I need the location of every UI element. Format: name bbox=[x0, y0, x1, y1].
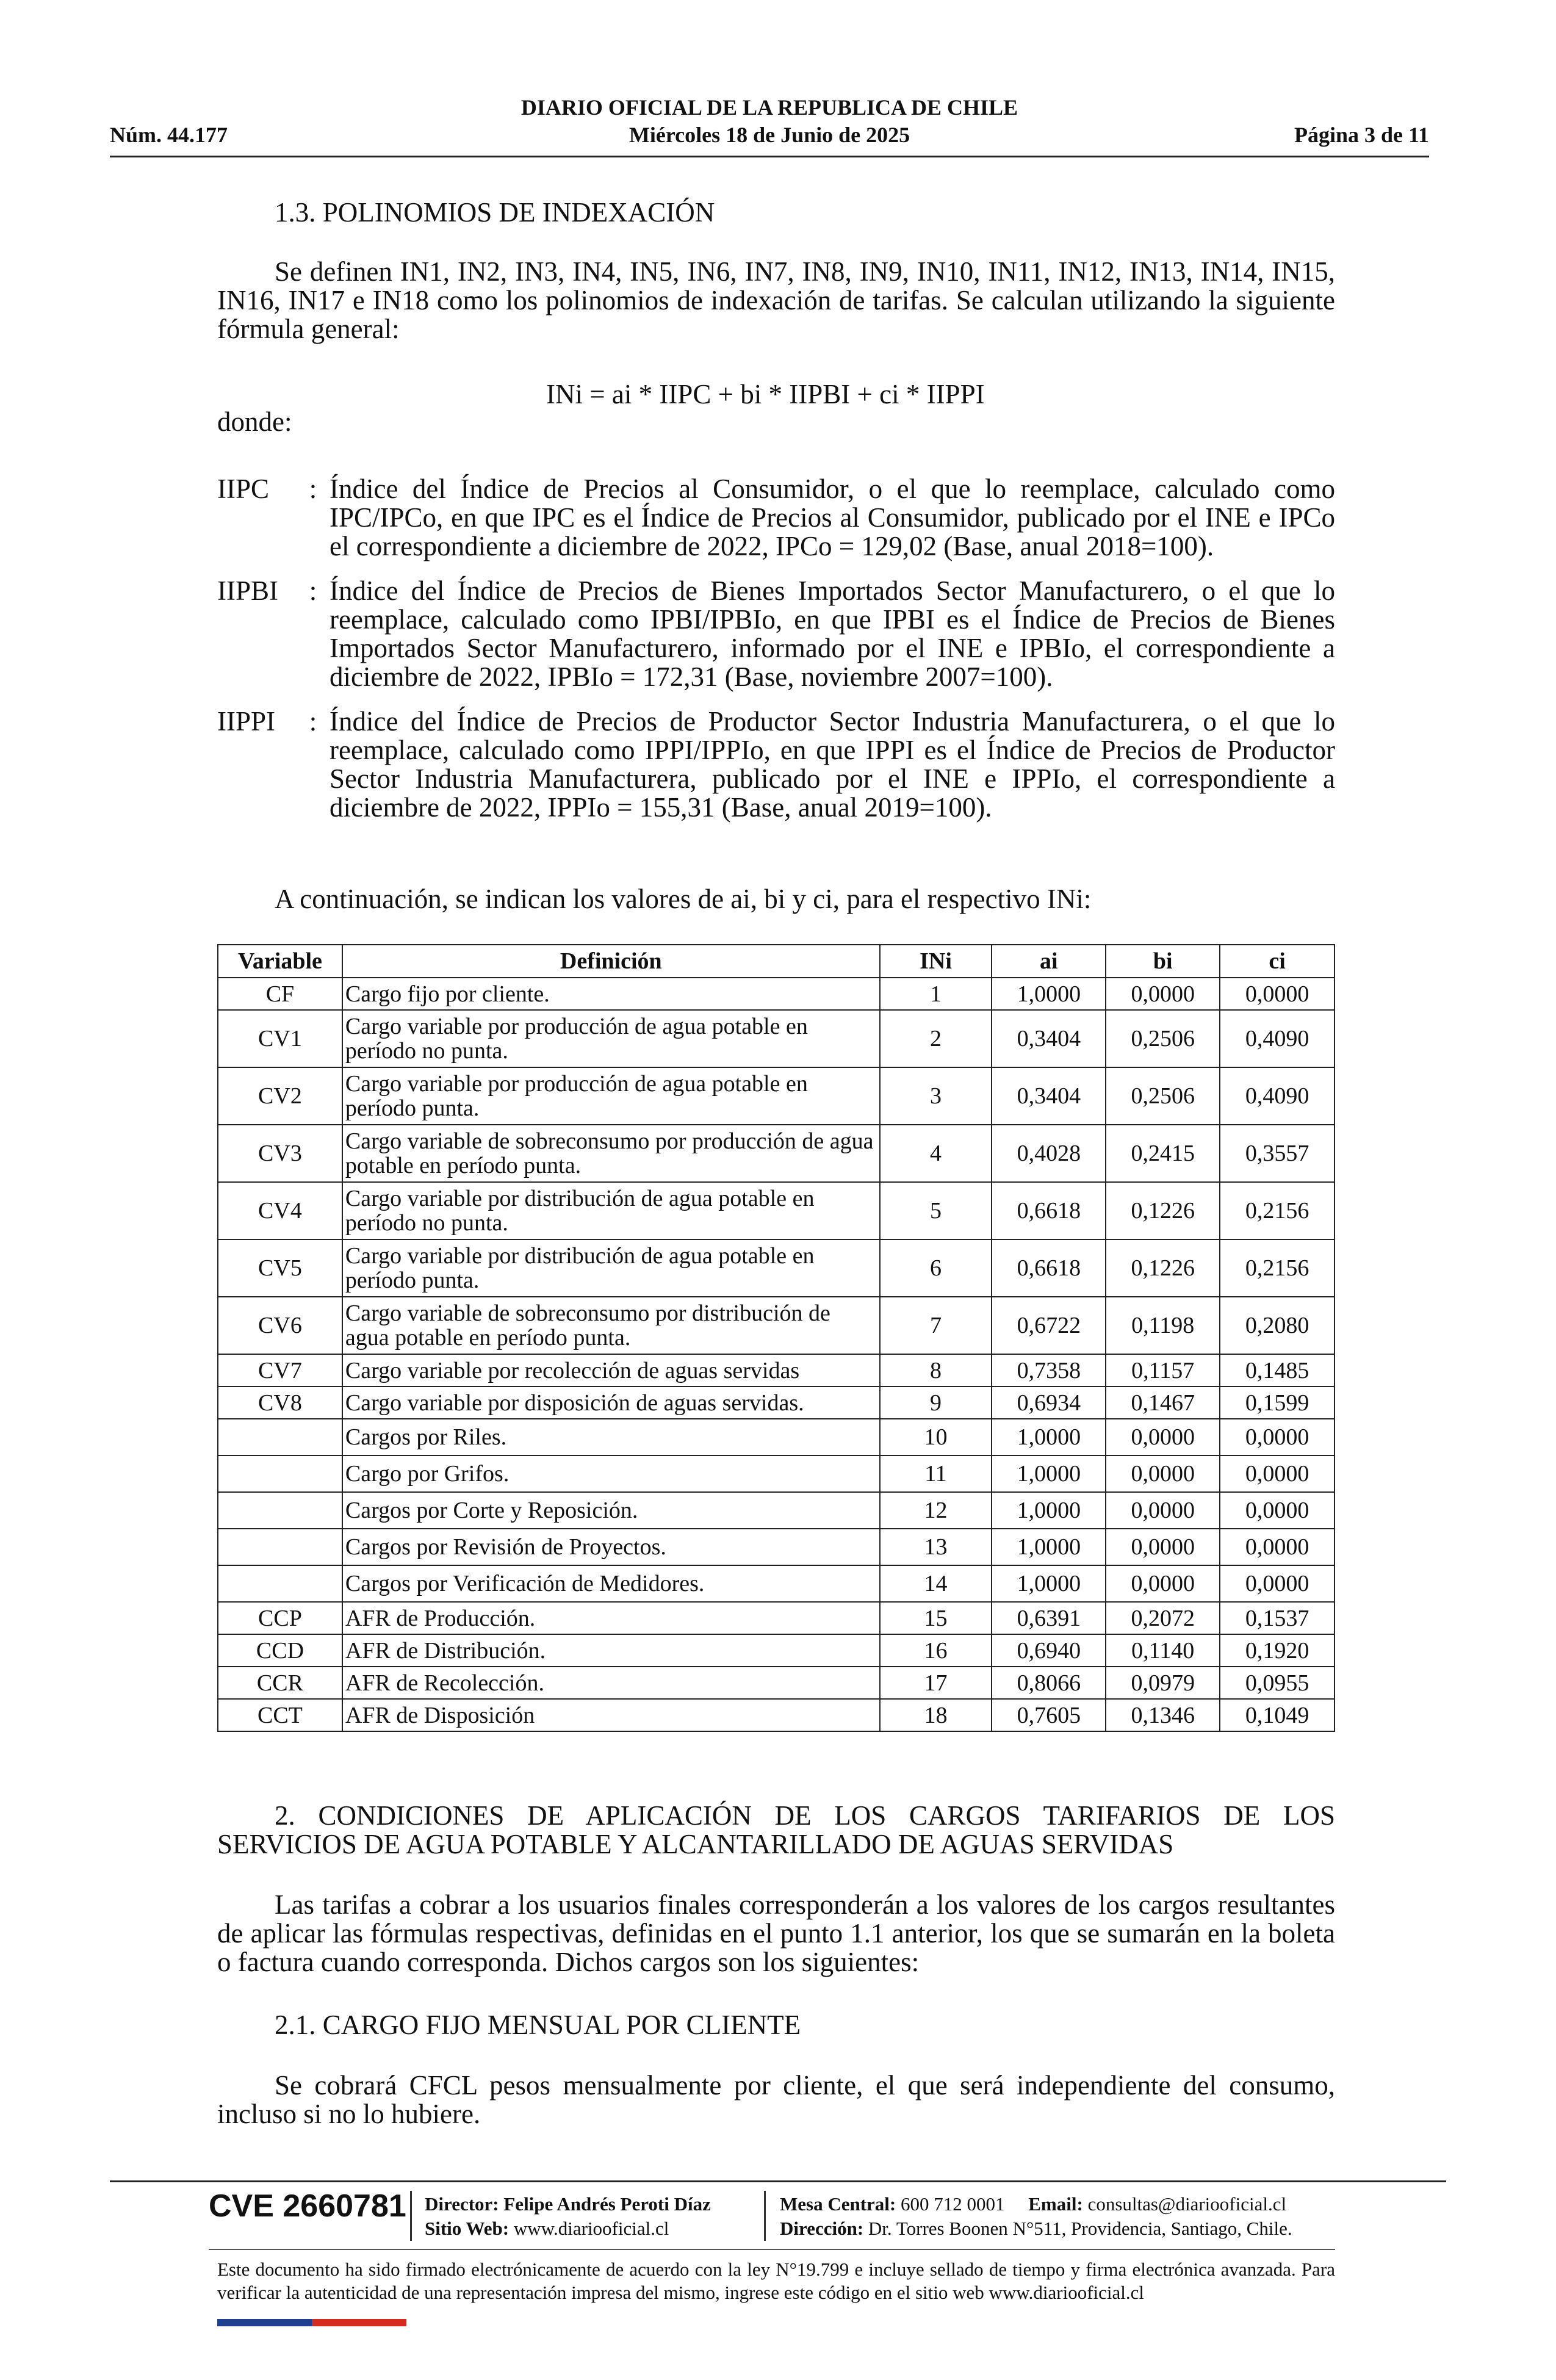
definition-colon: : bbox=[309, 706, 317, 737]
ini-cell: 1 bbox=[880, 978, 992, 1010]
ci-cell: 0,1599 bbox=[1220, 1387, 1334, 1419]
footer-separator bbox=[764, 2191, 766, 2241]
cve-code: CVE 2660781 bbox=[209, 2188, 406, 2224]
page-number: Página 3 de 11 bbox=[1294, 123, 1429, 147]
definition-iipc bbox=[217, 475, 1335, 561]
variable-cell: CF bbox=[218, 978, 342, 1010]
definition-term: IIPC bbox=[217, 474, 270, 504]
variable-cell: CV2 bbox=[218, 1067, 342, 1125]
section-2-heading: 2. CONDICIONES DE APLICACIÓN DE LOS CARGOS TARIFARIOS DE LOS SERVICIOS DE AGUA POTABLE Y ALCANTARILLADO DE AGUAS SERVIDAS bbox=[217, 1800, 1335, 1859]
section-2-body bbox=[217, 1891, 1335, 1977]
ci-cell: 0,0000 bbox=[1220, 1492, 1334, 1529]
section-2-paragraph: Las tarifas a cobrar a los usuarios finales corresponderán a los valores de los cargos resultantes de aplicar las fórmulas respectivas, definidas en el punto 1.1 anterior, los que se sumarán en la boleta o factura cuando corresponda. Dichos cargos son los siguientes: bbox=[217, 1889, 1335, 1977]
variable-cell: CV6 bbox=[218, 1297, 342, 1354]
table-row bbox=[218, 1419, 1334, 1455]
bi-cell: 0,1467 bbox=[1106, 1387, 1220, 1419]
flag-stripe-segment bbox=[312, 2319, 406, 2326]
definition-cell: Cargo variable de sobreconsumo por distribución de agua potable en período punta. bbox=[342, 1297, 880, 1354]
definition-term: IIPBI bbox=[217, 575, 278, 606]
ai-cell: 1,0000 bbox=[992, 1455, 1106, 1492]
web-label: Sitio Web: bbox=[425, 2218, 510, 2239]
bi-cell: 0,0000 bbox=[1106, 1529, 1220, 1565]
variable-cell: CV7 bbox=[218, 1354, 342, 1387]
column-header: ai bbox=[992, 945, 1106, 978]
variable-cell bbox=[218, 1419, 342, 1455]
column-header: bi bbox=[1106, 945, 1220, 978]
definition-cell: Cargo variable de sobreconsumo por producción de agua potable en período punta. bbox=[342, 1125, 880, 1182]
ai-cell: 0,6391 bbox=[992, 1602, 1106, 1634]
bi-cell: 0,1346 bbox=[1106, 1699, 1220, 1731]
mesa-phone: 600 712 0001 bbox=[901, 2193, 1005, 2215]
issue-number: Núm. 44.177 bbox=[110, 123, 228, 147]
table-row bbox=[218, 1182, 1334, 1239]
definition-text: Índice del Índice de Precios de Productor Sector Industria Manufacturera, o el que lo reemplace, calculado como IPPI/IPPIo, en que IPPI es el Índice de Precios de Productor Sector Industria Manufacturera, publicado por el INE e IPPIo, el correspondiente a diciembre de 2022, IPPIo = 155,31 (Base, anual 2019=100). bbox=[330, 706, 1335, 823]
table-intro: A continuación, se indican los valores de ai, bi y ci, para el respectivo INi: bbox=[275, 884, 1092, 914]
footer-divider-secondary bbox=[209, 2249, 1335, 2250]
ai-cell: 0,7605 bbox=[992, 1699, 1106, 1731]
definitions-list bbox=[217, 475, 1335, 838]
ci-cell: 0,2156 bbox=[1220, 1239, 1334, 1297]
address-text: Dr. Torres Boonen N°511, Providencia, Santiago, Chile. bbox=[868, 2218, 1292, 2239]
definition-cell: Cargos por Verificación de Medidores. bbox=[342, 1565, 880, 1602]
indexation-formula: INi = ai * IIPC + bi * IIPBI + ci * IIPPI bbox=[546, 379, 985, 409]
definition-cell: Cargo variable por producción de agua potable en período no punta. bbox=[342, 1010, 880, 1067]
table-row bbox=[218, 1010, 1334, 1067]
ai-cell: 1,0000 bbox=[992, 1565, 1106, 1602]
bi-cell: 0,1198 bbox=[1106, 1297, 1220, 1354]
definition-cell: Cargo por Grifos. bbox=[342, 1455, 880, 1492]
ai-cell: 0,3404 bbox=[992, 1010, 1106, 1067]
footer-director-block bbox=[425, 2192, 711, 2241]
definition-term: IIPPI bbox=[217, 706, 276, 737]
mesa-label: Mesa Central: bbox=[780, 2193, 896, 2215]
ai-cell: 1,0000 bbox=[992, 1529, 1106, 1565]
footer-divider bbox=[110, 2180, 1446, 2182]
ini-cell: 14 bbox=[880, 1565, 992, 1602]
footer-separator bbox=[410, 2191, 412, 2241]
email-label: Email: bbox=[1028, 2193, 1083, 2215]
page-header bbox=[110, 95, 1429, 156]
variable-cell bbox=[218, 1455, 342, 1492]
table-row bbox=[218, 1699, 1334, 1731]
definition-colon: : bbox=[309, 575, 317, 606]
ci-cell: 0,0000 bbox=[1220, 1419, 1334, 1455]
ini-cell: 4 bbox=[880, 1125, 992, 1182]
table-header-row bbox=[218, 945, 1334, 978]
ai-cell: 0,6618 bbox=[992, 1239, 1106, 1297]
flag-stripe-segment bbox=[217, 2319, 312, 2326]
variable-cell: CCT bbox=[218, 1699, 342, 1731]
table-row bbox=[218, 1239, 1334, 1297]
variable-cell: CCR bbox=[218, 1667, 342, 1699]
ci-cell: 0,2156 bbox=[1220, 1182, 1334, 1239]
definition-cell: Cargos por Revisión de Proyectos. bbox=[342, 1529, 880, 1565]
ai-cell: 0,8066 bbox=[992, 1667, 1106, 1699]
bi-cell: 0,0000 bbox=[1106, 1492, 1220, 1529]
publication-date: Miércoles 18 de Junio de 2025 bbox=[629, 123, 910, 147]
variable-cell bbox=[218, 1565, 342, 1602]
director-label: Director: bbox=[425, 2193, 499, 2215]
variable-cell: CV8 bbox=[218, 1387, 342, 1419]
ci-cell: 0,4090 bbox=[1220, 1010, 1334, 1067]
ini-cell: 5 bbox=[880, 1182, 992, 1239]
ci-cell: 0,1485 bbox=[1220, 1354, 1334, 1387]
table-row bbox=[218, 1492, 1334, 1529]
publication-title: DIARIO OFICIAL DE LA REPUBLICA DE CHILE bbox=[520, 95, 1018, 120]
ai-cell: 0,6722 bbox=[992, 1297, 1106, 1354]
ini-cell: 8 bbox=[880, 1354, 992, 1387]
signature-note: Este documento ha sido firmado electrónicamente de acuerdo con la ley N°19.799 e incluye sellado de tiempo y firma electrónica avanzada. Para verificar la autenticidad de una representación impresa del mismo, ingrese este código en el sitio web www.diariooficial.cl bbox=[217, 2259, 1335, 2303]
table-row bbox=[218, 1529, 1334, 1565]
table-row bbox=[218, 1634, 1334, 1667]
bi-cell: 0,2072 bbox=[1106, 1602, 1220, 1634]
ai-cell: 0,6934 bbox=[992, 1387, 1106, 1419]
section-2-1-paragraph: Se cobrará CFCL pesos mensualmente por cliente, el que será independiente del consumo, incluso si no lo hubiere. bbox=[217, 2070, 1335, 2129]
address-label: Dirección: bbox=[780, 2218, 864, 2239]
variable-cell: CV3 bbox=[218, 1125, 342, 1182]
definition-cell: AFR de Distribución. bbox=[342, 1634, 880, 1667]
ai-cell: 0,4028 bbox=[992, 1125, 1106, 1182]
table-row bbox=[218, 1354, 1334, 1387]
section-1-3-intro bbox=[217, 258, 1335, 344]
bi-cell: 0,1226 bbox=[1106, 1239, 1220, 1297]
ai-cell: 0,6940 bbox=[992, 1634, 1106, 1667]
section-1-3-heading: 1.3. POLINOMIOS DE INDEXACIÓN bbox=[275, 197, 715, 228]
column-header: Variable bbox=[218, 945, 342, 978]
definition-text: Índice del Índice de Precios al Consumidor, o el que lo reemplace, calculado como IPC/IPCo, en que IPC es el Índice de Precios al Consumidor, publicado por el INE e IPCo el correspondiente a diciembre de 2022, IPCo = 129,02 (Base, anual 2018=100). bbox=[330, 474, 1335, 561]
bi-cell: 0,1157 bbox=[1106, 1354, 1220, 1387]
table-row bbox=[218, 1067, 1334, 1125]
bi-cell: 0,2506 bbox=[1106, 1067, 1220, 1125]
table-row bbox=[218, 1455, 1334, 1492]
variable-cell: CV5 bbox=[218, 1239, 342, 1297]
bi-cell: 0,0979 bbox=[1106, 1667, 1220, 1699]
ai-cell: 0,6618 bbox=[992, 1182, 1106, 1239]
bi-cell: 0,1226 bbox=[1106, 1182, 1220, 1239]
definition-text: Índice del Índice de Precios de Bienes Importados Sector Manufacturero, o el que lo reemplace, calculado como IPBI/IPBIo, en que IPBI es el Índice de Precios de Bienes Importados Sector Manufacturero, informado por el INE e IPBIo, el correspondiente a diciembre de 2022, IPBIo = 172,31 (Base, noviembre 2007=100). bbox=[330, 575, 1335, 692]
bi-cell: 0,0000 bbox=[1106, 978, 1220, 1010]
coefficients-table bbox=[217, 944, 1335, 1732]
variable-cell bbox=[218, 1492, 342, 1529]
email-link[interactable]: consultas@diariooficial.cl bbox=[1087, 2193, 1287, 2215]
donde-label: donde: bbox=[217, 406, 292, 437]
ini-cell: 3 bbox=[880, 1067, 992, 1125]
definition-iippi bbox=[217, 707, 1335, 822]
column-header: INi bbox=[880, 945, 992, 978]
variable-cell: CCD bbox=[218, 1634, 342, 1667]
definition-cell: AFR de Recolección. bbox=[342, 1667, 880, 1699]
ini-cell: 15 bbox=[880, 1602, 992, 1634]
definition-cell: Cargos por Corte y Reposición. bbox=[342, 1492, 880, 1529]
section-2-1-body bbox=[217, 2071, 1335, 2129]
variable-cell bbox=[218, 1529, 342, 1565]
ai-cell: 0,3404 bbox=[992, 1067, 1106, 1125]
bi-cell: 0,0000 bbox=[1106, 1419, 1220, 1455]
ai-cell: 0,7358 bbox=[992, 1354, 1106, 1387]
ini-cell: 6 bbox=[880, 1239, 992, 1297]
table-row bbox=[218, 1297, 1334, 1354]
ini-cell: 16 bbox=[880, 1634, 992, 1667]
ai-cell: 1,0000 bbox=[992, 1419, 1106, 1455]
ci-cell: 0,0000 bbox=[1220, 1529, 1334, 1565]
ai-cell: 1,0000 bbox=[992, 978, 1106, 1010]
ci-cell: 0,1049 bbox=[1220, 1699, 1334, 1731]
definition-cell: Cargo variable por distribución de agua potable en período punta. bbox=[342, 1239, 880, 1297]
section-2-1-heading: 2.1. CARGO FIJO MENSUAL POR CLIENTE bbox=[275, 2010, 801, 2040]
definition-cell: Cargo variable por disposición de aguas servidas. bbox=[342, 1387, 880, 1419]
ci-cell: 0,0000 bbox=[1220, 1565, 1334, 1602]
column-header: Definición bbox=[342, 945, 880, 978]
definition-cell: Cargo variable por producción de agua potable en período punta. bbox=[342, 1067, 880, 1125]
ini-cell: 17 bbox=[880, 1667, 992, 1699]
variable-cell: CV4 bbox=[218, 1182, 342, 1239]
intro-paragraph: Se definen IN1, IN2, IN3, IN4, IN5, IN6, IN7, IN8, IN9, IN10, IN11, IN12, IN13, IN14, IN15, IN16, IN17 e IN18 como los polinomios de indexación de tarifas. Se calculan utilizando la siguiente fórmula general: bbox=[217, 256, 1335, 344]
table-row bbox=[218, 1125, 1334, 1182]
variable-cell: CCP bbox=[218, 1602, 342, 1634]
ci-cell: 0,1537 bbox=[1220, 1602, 1334, 1634]
definition-cell: Cargo variable por recolección de aguas servidas bbox=[342, 1354, 880, 1387]
ai-cell: 1,0000 bbox=[992, 1492, 1106, 1529]
definition-cell: Cargos por Riles. bbox=[342, 1419, 880, 1455]
definition-iipbi bbox=[217, 577, 1335, 691]
table-row bbox=[218, 1602, 1334, 1634]
table-row bbox=[218, 1667, 1334, 1699]
section-2-heading-block bbox=[217, 1801, 1335, 1859]
ini-cell: 11 bbox=[880, 1455, 992, 1492]
table-row bbox=[218, 978, 1334, 1010]
bi-cell: 0,0000 bbox=[1106, 1455, 1220, 1492]
table-row bbox=[218, 1565, 1334, 1602]
definition-cell: AFR de Disposición bbox=[342, 1699, 880, 1731]
footer-contact-block bbox=[780, 2192, 1292, 2241]
definition-colon: : bbox=[309, 474, 317, 504]
ci-cell: 0,2080 bbox=[1220, 1297, 1334, 1354]
ci-cell: 0,1920 bbox=[1220, 1634, 1334, 1667]
ci-cell: 0,3557 bbox=[1220, 1125, 1334, 1182]
variable-cell: CV1 bbox=[218, 1010, 342, 1067]
ini-cell: 2 bbox=[880, 1010, 992, 1067]
bi-cell: 0,0000 bbox=[1106, 1565, 1220, 1602]
ci-cell: 0,4090 bbox=[1220, 1067, 1334, 1125]
bi-cell: 0,2506 bbox=[1106, 1010, 1220, 1067]
ini-cell: 7 bbox=[880, 1297, 992, 1354]
ci-cell: 0,0000 bbox=[1220, 1455, 1334, 1492]
bi-cell: 0,2415 bbox=[1106, 1125, 1220, 1182]
column-header: ci bbox=[1220, 945, 1334, 978]
table-row bbox=[218, 1387, 1334, 1419]
bi-cell: 0,1140 bbox=[1106, 1634, 1220, 1667]
director-name: Felipe Andrés Peroti Díaz bbox=[503, 2193, 711, 2215]
definition-cell: Cargo variable por distribución de agua potable en período no punta. bbox=[342, 1182, 880, 1239]
ini-cell: 18 bbox=[880, 1699, 992, 1731]
ci-cell: 0,0000 bbox=[1220, 978, 1334, 1010]
definition-cell: Cargo fijo por cliente. bbox=[342, 978, 880, 1010]
header-divider bbox=[110, 156, 1429, 157]
ini-cell: 10 bbox=[880, 1419, 992, 1455]
flag-stripe bbox=[217, 2319, 406, 2326]
definition-cell: AFR de Producción. bbox=[342, 1602, 880, 1634]
ci-cell: 0,0955 bbox=[1220, 1667, 1334, 1699]
website-link[interactable]: www.diariooficial.cl bbox=[513, 2218, 669, 2239]
ini-cell: 12 bbox=[880, 1492, 992, 1529]
ini-cell: 13 bbox=[880, 1529, 992, 1565]
ini-cell: 9 bbox=[880, 1387, 992, 1419]
